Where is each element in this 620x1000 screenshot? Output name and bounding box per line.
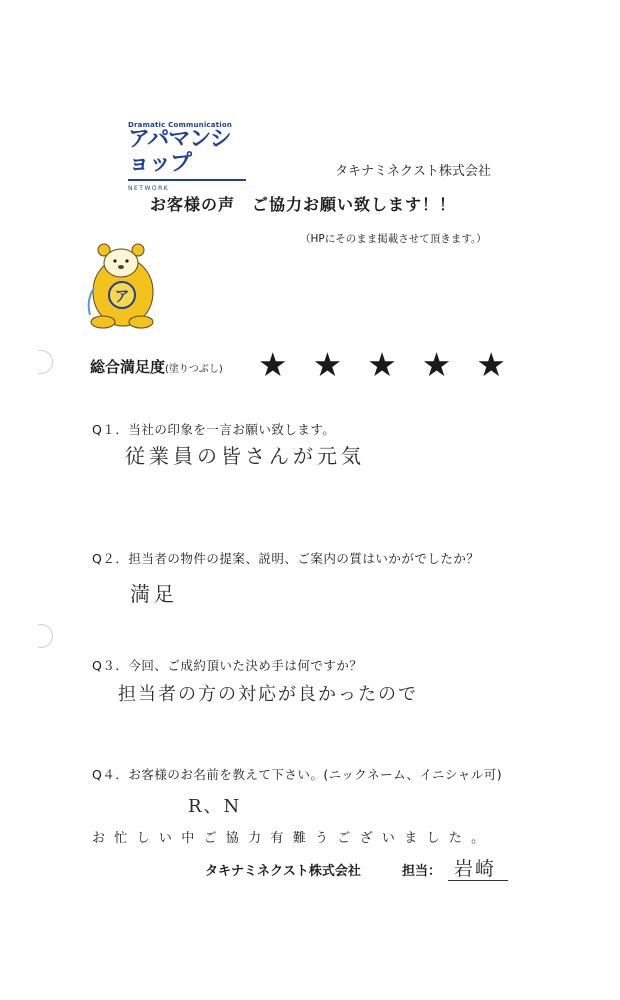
logo-name: アパマンショップ <box>128 127 231 176</box>
staff-name: 岩崎 <box>454 858 497 880</box>
answer-4: R、N <box>188 796 242 817</box>
question-2: Q２．担当者の物件の提案、説明、ご案内の質はいかがでしたか？ <box>92 551 480 566</box>
svg-text:ア: ア <box>114 287 130 305</box>
company-name-top: タキナミネクスト株式会社 <box>335 164 491 179</box>
question-3: Q３．今回、ご成約頂いた決め手は何ですか？ <box>92 658 363 673</box>
publish-note: （HPにそのまま掲載させて頂きます。） <box>300 233 487 245</box>
answer-1: 従業員の皆さんが元気 <box>125 444 365 468</box>
satisfaction-label-text: 総合満足度 <box>90 358 166 376</box>
answer-3: 担当者の方の対応が良かったので <box>118 684 418 705</box>
logo-tagline: Dramatic Communication <box>128 121 233 129</box>
question-1: Q１．当社の印象を一言お願い致します。 <box>92 422 336 437</box>
star-icon: ★ <box>367 345 397 384</box>
mascot-bear-icon <box>82 240 164 330</box>
star-icon: ★ <box>476 345 506 384</box>
answer-2: 満足 <box>130 582 178 606</box>
star-icon: ★ <box>258 345 288 384</box>
company-name-bottom: タキナミネクスト株式会社 <box>205 864 361 879</box>
staff-label: 担当： <box>402 864 442 879</box>
satisfaction-label-note: (塗りつぶし) <box>165 364 223 375</box>
logo-underline-icon <box>128 177 246 183</box>
satisfaction-stars <box>258 345 506 385</box>
apamanshop-logo <box>128 121 248 192</box>
punch-hole-top <box>38 350 53 374</box>
logo-network: NETWORK <box>128 185 170 192</box>
page-title: お客様の声 ご協力お願い致します！！ <box>150 195 457 214</box>
thanks-message: お忙しい中ご協力有難うございました。 <box>92 831 494 846</box>
star-icon: ★ <box>421 345 452 384</box>
staff-signature <box>448 852 508 881</box>
question-4: Q４．お客様のお名前を教えて下さい。(ニックネーム、イニシャル可) <box>92 767 503 782</box>
star-icon: ★ <box>312 345 343 384</box>
punch-hole-bottom <box>38 624 53 648</box>
satisfaction-label <box>90 356 223 377</box>
